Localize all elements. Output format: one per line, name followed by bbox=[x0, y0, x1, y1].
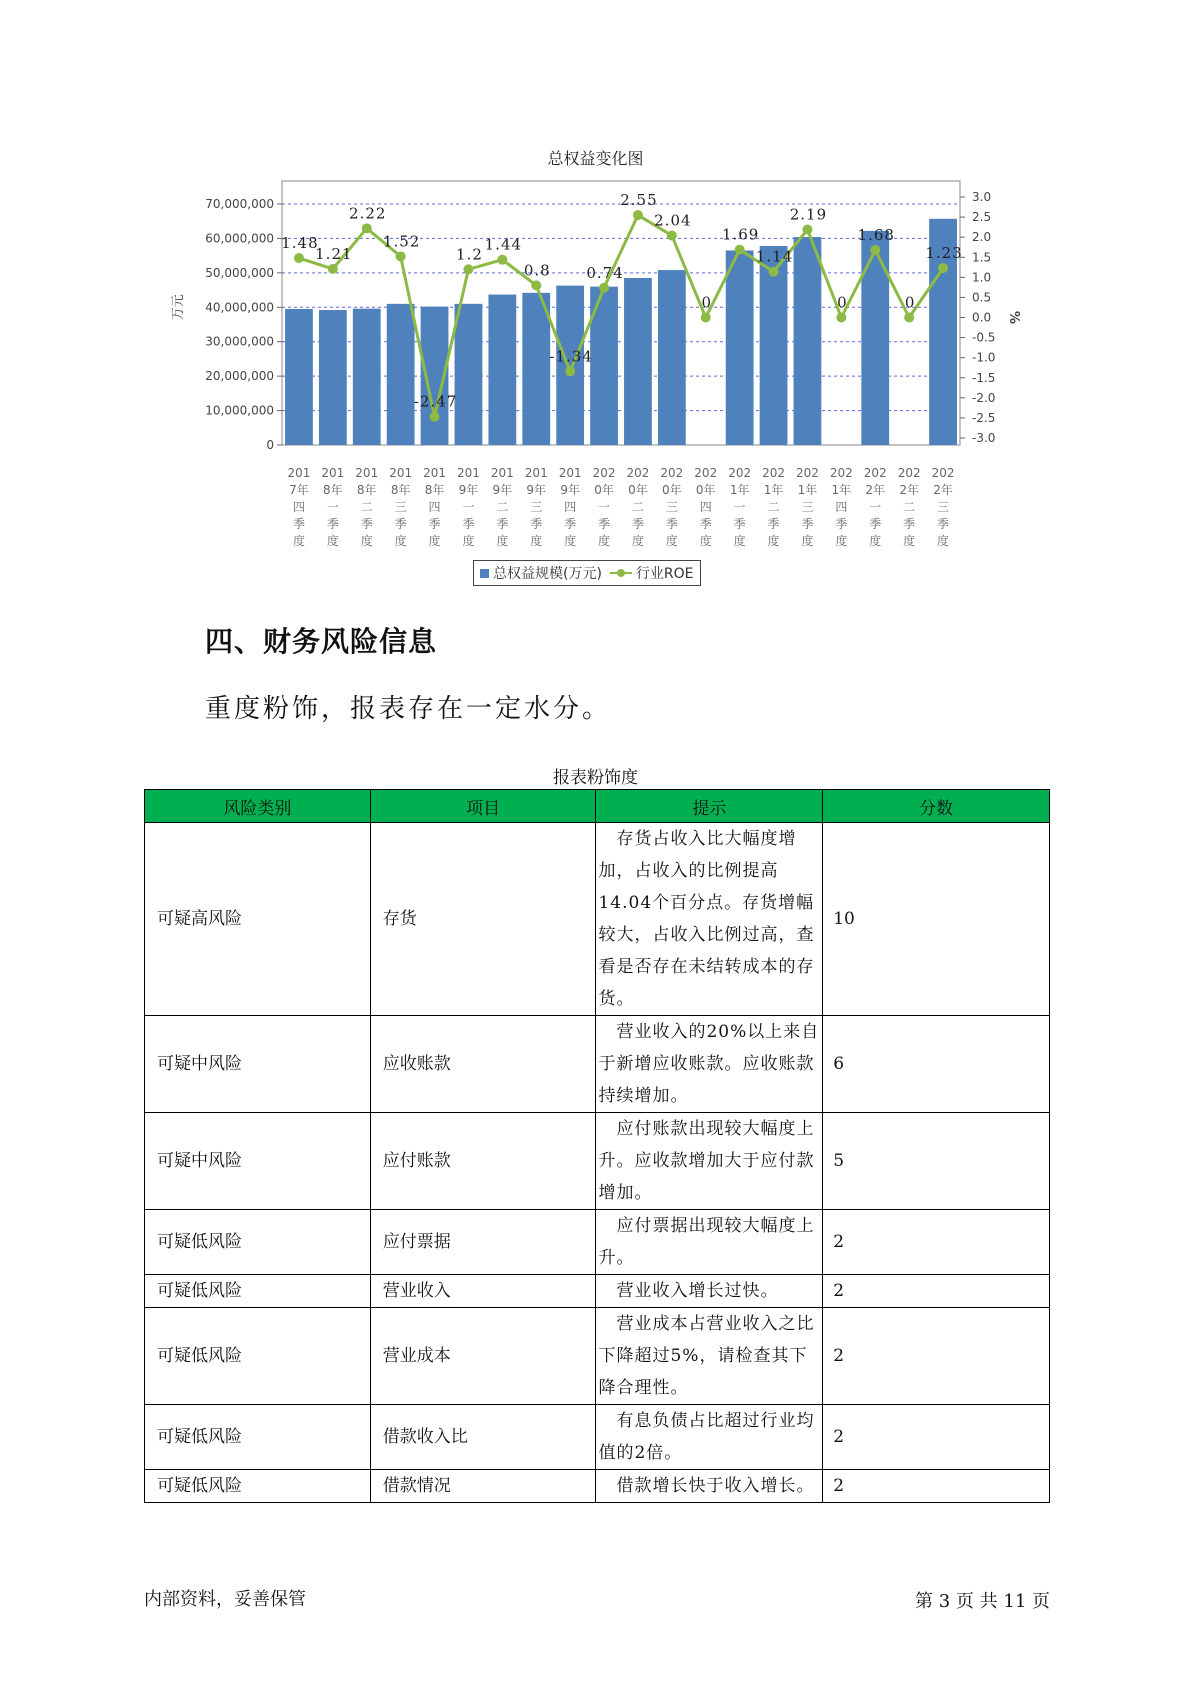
x-tick-label: 季 bbox=[530, 517, 543, 531]
x-tick-label: 度 bbox=[530, 534, 543, 548]
y-tick-label: 60,000,000 bbox=[205, 231, 274, 246]
x-tick-label: 度 bbox=[699, 534, 712, 548]
x-tick-label: 1年 bbox=[831, 483, 852, 497]
y-tick-label: 10,000,000 bbox=[205, 403, 274, 418]
x-tick-label: 季 bbox=[801, 517, 814, 531]
x-tick-label: 1年 bbox=[729, 483, 750, 497]
y-axis-label: 万元 bbox=[171, 294, 186, 321]
x-tick-label: 度 bbox=[903, 534, 916, 548]
table-row bbox=[145, 1308, 1050, 1405]
risk-category-cell: 可疑中风险 bbox=[145, 1016, 371, 1113]
x-tick-label: 季 bbox=[292, 517, 305, 531]
x-tick-label: 9年 bbox=[526, 483, 547, 497]
x-tick-label: 7年 bbox=[289, 483, 309, 497]
x-tick-label: 201 bbox=[558, 466, 582, 480]
header-risk-category: 风险类别 bbox=[145, 790, 371, 823]
risk-summary: 重度粉饰，报表存在一定水分。 bbox=[205, 694, 612, 724]
x-tick-label: 季 bbox=[869, 517, 882, 531]
x-tick-label: 季 bbox=[699, 517, 712, 531]
x-tick-label: 二 bbox=[360, 500, 373, 514]
bar bbox=[353, 309, 381, 445]
x-tick-label: 0年 bbox=[594, 483, 614, 497]
header-hint: 提示 bbox=[596, 790, 823, 823]
roe-point bbox=[836, 313, 846, 323]
roe-point bbox=[633, 210, 643, 220]
legend-line-label: 行业ROE bbox=[635, 566, 694, 582]
hint-cell: 应付票据出现较大幅度上升。 bbox=[596, 1210, 823, 1275]
roe-point bbox=[802, 225, 812, 235]
roe-data-label: 2.19 bbox=[789, 205, 828, 224]
x-tick-label: 季 bbox=[665, 517, 678, 531]
roe-data-label: -1.34 bbox=[549, 347, 593, 366]
x-tick-label: 202 bbox=[829, 466, 853, 480]
x-tick-label: 度 bbox=[937, 534, 950, 548]
roe-data-label: 1.44 bbox=[484, 235, 523, 254]
x-tick-label: 201 bbox=[321, 466, 345, 480]
y2-tick-label: 2.0 bbox=[972, 230, 992, 245]
x-tick-label: 201 bbox=[287, 466, 311, 480]
x-tick-label: 季 bbox=[428, 517, 441, 531]
footer-page-number: 第 3 页 共 11 页 bbox=[915, 1591, 1050, 1612]
x-tick-label: 201 bbox=[355, 466, 379, 480]
header-score: 分数 bbox=[823, 790, 1050, 823]
x-tick-label: 四 bbox=[835, 500, 848, 514]
score-cell: 2 bbox=[823, 1308, 1050, 1405]
roe-point bbox=[497, 255, 507, 265]
table-row bbox=[145, 1210, 1050, 1275]
bar bbox=[624, 278, 652, 445]
y2-tick-label: 1.0 bbox=[972, 270, 992, 285]
table-row bbox=[145, 1016, 1050, 1113]
bar bbox=[455, 304, 483, 445]
x-tick-label: 度 bbox=[462, 534, 475, 548]
bar bbox=[488, 295, 516, 445]
roe-data-label: 0.8 bbox=[523, 261, 551, 280]
x-tick-label: 一 bbox=[462, 500, 475, 514]
x-tick-label: 四 bbox=[699, 500, 712, 514]
roe-point bbox=[938, 263, 948, 273]
x-tick-label: 202 bbox=[931, 466, 955, 480]
y2-axis-label: % bbox=[1006, 310, 1021, 325]
roe-data-label: 1.21 bbox=[315, 244, 353, 263]
roe-data-label: 1.23 bbox=[925, 244, 963, 263]
table-row bbox=[145, 823, 1050, 1016]
x-tick-label: 季 bbox=[937, 517, 950, 531]
x-tick-label: 季 bbox=[394, 517, 407, 531]
y-tick-label: 70,000,000 bbox=[205, 197, 274, 211]
x-tick-label: 季 bbox=[903, 517, 916, 531]
bar bbox=[319, 310, 347, 445]
roe-data-label: 2.55 bbox=[620, 191, 658, 210]
x-tick-label: 一 bbox=[326, 500, 339, 514]
roe-data-label: 1.48 bbox=[281, 234, 319, 253]
hint-cell: 营业收入增长过快。 bbox=[596, 1275, 823, 1308]
x-tick-label: 度 bbox=[835, 534, 848, 548]
equity-roe-chart bbox=[0, 170, 1191, 560]
x-tick-label: 2年 bbox=[933, 483, 953, 497]
x-tick-label: 二 bbox=[631, 500, 644, 514]
x-tick-label: 2年 bbox=[865, 483, 886, 497]
risk-category-cell: 可疑低风险 bbox=[145, 1210, 371, 1275]
bar bbox=[861, 231, 889, 445]
table-row bbox=[145, 1275, 1050, 1308]
y2-tick-label: -2.5 bbox=[972, 410, 996, 425]
roe-data-label: 0 bbox=[837, 293, 848, 312]
roe-point bbox=[328, 264, 338, 274]
x-tick-label: 一 bbox=[598, 500, 611, 514]
legend-bar-label: 总权益规模(万元) bbox=[493, 566, 602, 582]
roe-point bbox=[362, 223, 372, 233]
y-tick-label: 20,000,000 bbox=[205, 369, 274, 384]
roe-data-label: 1.69 bbox=[721, 225, 760, 244]
x-tick-label: 季 bbox=[631, 517, 644, 531]
risk-category-cell: 可疑低风险 bbox=[145, 1308, 371, 1405]
hint-cell: 借款增长快于收入增长。 bbox=[596, 1470, 823, 1503]
bar bbox=[658, 270, 686, 445]
x-tick-label: 度 bbox=[801, 534, 814, 548]
x-tick-label: 二 bbox=[496, 500, 509, 514]
roe-data-label: 0.74 bbox=[586, 263, 624, 282]
table-row bbox=[145, 1405, 1050, 1470]
score-cell: 2 bbox=[823, 1470, 1050, 1503]
x-tick-label: 0年 bbox=[662, 483, 682, 497]
x-tick-label: 季 bbox=[564, 517, 577, 531]
x-tick-label: 季 bbox=[326, 517, 339, 531]
risk-category-cell: 可疑中风险 bbox=[145, 1113, 371, 1210]
x-tick-label: 2年 bbox=[899, 483, 919, 497]
x-tick-label: 度 bbox=[631, 534, 644, 548]
x-tick-label: 度 bbox=[869, 534, 882, 548]
header-item: 项目 bbox=[370, 790, 596, 823]
x-tick-label: 8年 bbox=[390, 483, 411, 497]
roe-point bbox=[531, 280, 541, 290]
x-tick-label: 202 bbox=[694, 466, 718, 480]
x-tick-label: 201 bbox=[389, 466, 413, 480]
x-tick-label: 9年 bbox=[492, 483, 513, 497]
x-tick-label: 季 bbox=[835, 517, 848, 531]
y2-tick-label: 0.5 bbox=[972, 290, 992, 305]
x-tick-label: 季 bbox=[462, 517, 475, 531]
y-tick-label: 40,000,000 bbox=[205, 300, 274, 315]
x-tick-label: 度 bbox=[598, 534, 611, 548]
x-tick-label: 季 bbox=[496, 517, 509, 531]
x-tick-label: 8年 bbox=[323, 483, 343, 497]
item-cell: 应付票据 bbox=[370, 1210, 596, 1275]
x-tick-label: 202 bbox=[863, 466, 887, 480]
roe-point bbox=[463, 264, 473, 274]
roe-data-label: -2.47 bbox=[413, 392, 458, 411]
score-cell: 2 bbox=[823, 1210, 1050, 1275]
y2-tick-label: -0.5 bbox=[972, 330, 996, 345]
roe-point bbox=[294, 253, 304, 263]
x-tick-label: 202 bbox=[728, 466, 752, 480]
roe-data-label: 1.52 bbox=[382, 232, 421, 251]
hint-cell: 应付账款出现较大幅度上升。应收款增加大于应付款增加。 bbox=[596, 1113, 823, 1210]
legend-line-entry bbox=[610, 563, 694, 583]
roe-data-label: 1.14 bbox=[755, 247, 794, 266]
x-tick-label: 202 bbox=[660, 466, 684, 480]
x-tick-label: 202 bbox=[626, 466, 650, 480]
x-tick-label: 三 bbox=[665, 500, 678, 514]
x-tick-label: 度 bbox=[496, 534, 509, 548]
x-tick-label: 202 bbox=[592, 466, 616, 480]
x-tick-label: 1年 bbox=[797, 483, 818, 497]
score-cell: 5 bbox=[823, 1113, 1050, 1210]
roe-data-label: 2.22 bbox=[349, 204, 387, 223]
x-tick-label: 202 bbox=[795, 466, 819, 480]
hint-cell: 营业成本占营业收入之比下降超过5%，请检查其下降合理性。 bbox=[596, 1308, 823, 1405]
roe-data-label: 0 bbox=[904, 293, 916, 312]
x-tick-label: 一 bbox=[733, 500, 746, 514]
score-cell: 6 bbox=[823, 1016, 1050, 1113]
y2-tick-label: -1.5 bbox=[972, 370, 996, 385]
chart-legend bbox=[473, 560, 701, 586]
chart-title: 总权益变化图 bbox=[547, 149, 644, 168]
roe-point bbox=[430, 412, 440, 422]
x-tick-label: 202 bbox=[762, 466, 786, 480]
bar bbox=[726, 250, 754, 445]
legend-line-swatch bbox=[610, 568, 632, 578]
roe-data-label: 0 bbox=[701, 293, 713, 312]
item-cell: 应收账款 bbox=[370, 1016, 596, 1113]
x-tick-label: 度 bbox=[292, 534, 305, 548]
risk-category-cell: 可疑低风险 bbox=[145, 1275, 371, 1308]
risk-table bbox=[144, 789, 1050, 1503]
score-cell: 2 bbox=[823, 1405, 1050, 1470]
x-tick-label: 季 bbox=[598, 517, 611, 531]
x-tick-label: 度 bbox=[360, 534, 373, 548]
x-tick-label: 三 bbox=[937, 500, 950, 514]
y2-tick-label: -1.0 bbox=[972, 350, 996, 365]
roe-point bbox=[565, 366, 575, 376]
x-tick-label: 季 bbox=[733, 517, 746, 531]
x-tick-label: 四 bbox=[564, 500, 577, 514]
y2-tick-label: -2.0 bbox=[972, 390, 996, 405]
x-tick-label: 202 bbox=[897, 466, 921, 480]
x-tick-label: 二 bbox=[903, 500, 916, 514]
risk-category-cell: 可疑低风险 bbox=[145, 1405, 371, 1470]
bar bbox=[387, 304, 415, 445]
hint-cell: 营业收入的20%以上来自于新增应收账款。应收账款持续增加。 bbox=[596, 1016, 823, 1113]
y2-tick-label: 2.5 bbox=[972, 210, 992, 225]
x-tick-label: 度 bbox=[665, 534, 678, 548]
x-tick-label: 9年 bbox=[458, 483, 479, 497]
roe-point bbox=[735, 245, 745, 255]
x-tick-label: 度 bbox=[564, 534, 577, 548]
roe-data-label: 1.68 bbox=[857, 226, 895, 245]
y-tick-label: 50,000,000 bbox=[205, 265, 274, 280]
legend-bar-entry bbox=[480, 563, 602, 583]
hint-cell: 存货占收入比大幅度增加，占收入的比例提高14.04个百分点。存货增幅较大，占收入比例过高，查看是否存在未结转成本的存货。 bbox=[596, 823, 823, 1016]
table-row bbox=[145, 1113, 1050, 1210]
bar bbox=[794, 237, 822, 445]
roe-point bbox=[667, 231, 677, 241]
item-cell: 存货 bbox=[370, 823, 596, 1016]
y2-tick-label: 0.0 bbox=[972, 310, 992, 325]
roe-point bbox=[599, 283, 609, 293]
roe-point bbox=[701, 313, 711, 323]
x-tick-label: 0年 bbox=[695, 483, 716, 497]
x-tick-label: 8年 bbox=[356, 483, 377, 497]
x-tick-label: 四 bbox=[428, 500, 441, 514]
x-tick-label: 8年 bbox=[424, 483, 445, 497]
y2-tick-label: -3.0 bbox=[972, 431, 996, 445]
section-heading: 四、财务风险信息 bbox=[205, 625, 438, 658]
risk-category-cell: 可疑低风险 bbox=[145, 1470, 371, 1503]
table-header-row bbox=[145, 790, 1050, 823]
roe-point bbox=[904, 313, 914, 323]
x-tick-label: 三 bbox=[530, 500, 543, 514]
x-tick-label: 二 bbox=[767, 500, 780, 514]
x-tick-label: 一 bbox=[869, 500, 882, 514]
hint-cell: 有息负债占比超过行业均值的2倍。 bbox=[596, 1405, 823, 1470]
score-cell: 10 bbox=[823, 823, 1050, 1016]
score-cell: 2 bbox=[823, 1275, 1050, 1308]
x-tick-label: 201 bbox=[456, 466, 480, 480]
item-cell: 借款收入比 bbox=[370, 1405, 596, 1470]
x-tick-label: 0年 bbox=[628, 483, 648, 497]
x-tick-label: 季 bbox=[767, 517, 780, 531]
item-cell: 借款情况 bbox=[370, 1470, 596, 1503]
x-tick-label: 三 bbox=[394, 500, 407, 514]
roe-point bbox=[870, 245, 880, 255]
x-tick-label: 度 bbox=[394, 534, 407, 548]
roe-point bbox=[396, 251, 406, 261]
x-tick-label: 三 bbox=[801, 500, 814, 514]
risk-category-cell: 可疑高风险 bbox=[145, 823, 371, 1016]
x-tick-label: 度 bbox=[326, 534, 339, 548]
x-tick-label: 度 bbox=[767, 534, 780, 548]
x-tick-label: 度 bbox=[733, 534, 746, 548]
x-tick-label: 1年 bbox=[763, 483, 784, 497]
y2-tick-label: 1.5 bbox=[972, 250, 992, 265]
y-tick-label: 0 bbox=[266, 438, 274, 452]
bar bbox=[522, 293, 550, 445]
bar bbox=[285, 309, 313, 445]
item-cell: 营业收入 bbox=[370, 1275, 596, 1308]
x-tick-label: 季 bbox=[360, 517, 373, 531]
x-tick-label: 四 bbox=[292, 500, 305, 514]
legend-bar-swatch bbox=[480, 569, 489, 578]
x-tick-label: 201 bbox=[524, 466, 548, 480]
roe-point bbox=[769, 267, 779, 277]
x-tick-label: 201 bbox=[423, 466, 447, 480]
x-tick-label: 9年 bbox=[560, 483, 580, 497]
y-tick-label: 30,000,000 bbox=[205, 334, 274, 349]
table-caption: 报表粉饰度 bbox=[553, 768, 638, 788]
x-tick-label: 201 bbox=[490, 466, 514, 480]
roe-data-label: 2.04 bbox=[654, 211, 692, 230]
table-row bbox=[145, 1470, 1050, 1503]
x-tick-label: 度 bbox=[428, 534, 441, 548]
y2-tick-label: 3.0 bbox=[972, 190, 992, 204]
item-cell: 应付账款 bbox=[370, 1113, 596, 1210]
item-cell: 营业成本 bbox=[370, 1308, 596, 1405]
footer-confidential: 内部资料，妥善保管 bbox=[144, 1589, 306, 1610]
roe-data-label: 1.2 bbox=[456, 245, 483, 264]
